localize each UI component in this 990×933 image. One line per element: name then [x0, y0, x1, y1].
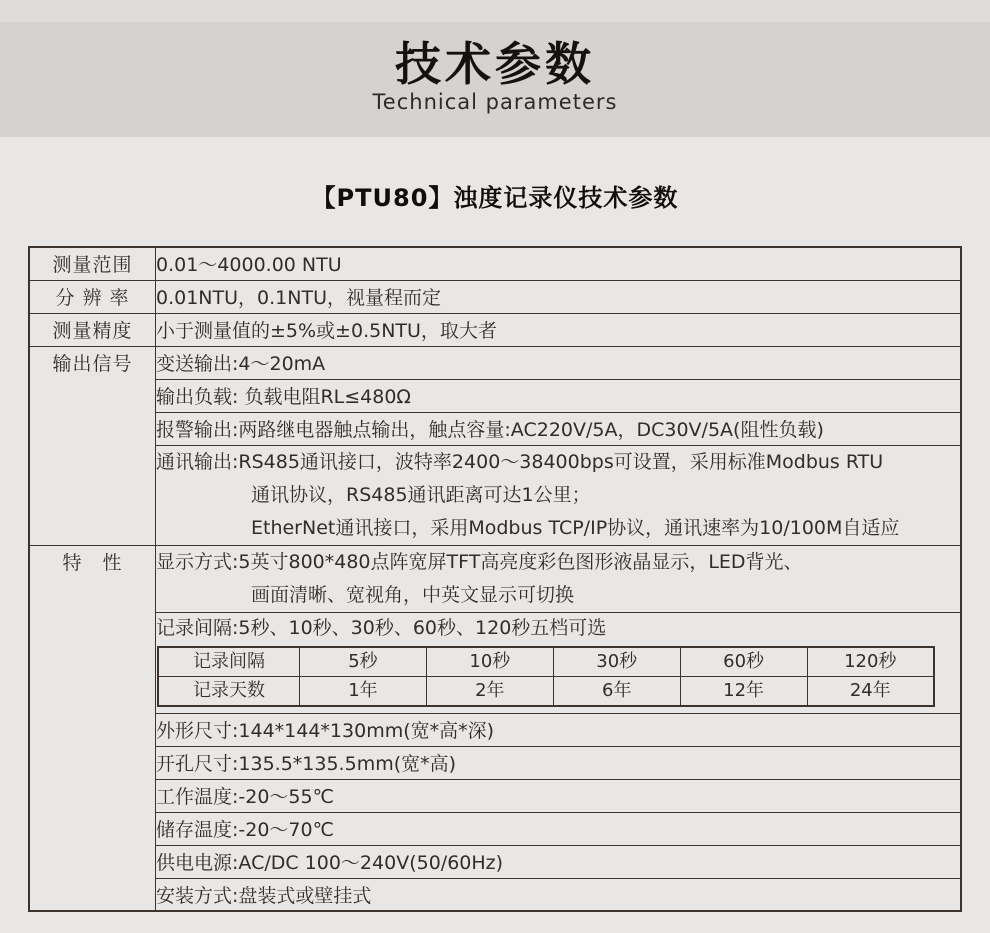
- row-value: 报警输出:两路继电器触点输出，触点容量:AC220V/5A，DC30V/5A(阻性负载): [156, 412, 962, 445]
- group-label-output-signal: 输出信号: [29, 346, 156, 545]
- record-table-cell: 6年: [553, 676, 680, 706]
- comm-line-1: 通讯输出:RS485通讯接口，波特率2400～38400bps可设置，采用标准Modbus RTU: [156, 450, 884, 473]
- table-row-comm-output: [29, 445, 961, 545]
- record-table-cell: 60秒: [680, 647, 807, 677]
- banner-subtitle: Technical parameters: [372, 90, 618, 114]
- record-table-row-days: [158, 676, 934, 706]
- row-value: 储存温度:-20～70℃: [156, 812, 962, 845]
- row-value-display: [156, 545, 962, 612]
- table-row-accuracy: [29, 313, 961, 346]
- record-table-cell: 记录间隔: [158, 647, 300, 677]
- row-value: 安装方式:盘装式或壁挂式: [156, 878, 962, 911]
- comm-line-3: EtherNet通讯接口，采用Modbus TCP/IP协议，通讯速率为10/100M自适应: [251, 516, 900, 539]
- spec-table: [28, 246, 962, 912]
- table-row-display-mode: [29, 545, 961, 612]
- banner-title: 技术参数: [395, 37, 595, 91]
- row-value: 输出负载: 负载电阻RL≤480Ω: [156, 379, 962, 412]
- row-label: 分 辨 率: [29, 280, 156, 313]
- record-table-cell: 120秒: [807, 647, 934, 677]
- record-table-row-intervals: [158, 647, 934, 677]
- table-row-measure-range: [29, 247, 961, 280]
- row-value: 0.01NTU，0.1NTU，视量程而定: [156, 280, 962, 313]
- record-table-cell: 5秒: [300, 647, 427, 677]
- table-row-working-temp: [29, 779, 961, 812]
- row-value: 小于测量值的±5%或±0.5NTU，取大者: [156, 313, 962, 346]
- row-label: 测量范围: [29, 247, 156, 280]
- table-row-record-interval: [29, 612, 961, 713]
- record-table-cell: 12年: [680, 676, 807, 706]
- row-label: 测量精度: [29, 313, 156, 346]
- record-table-cell: 30秒: [553, 647, 680, 677]
- top-strip: [0, 0, 990, 22]
- row-value: 0.01～4000.00 NTU: [156, 247, 962, 280]
- table-row-output-load: [29, 379, 961, 412]
- table-row-storage-temp: [29, 812, 961, 845]
- row-value-comm: [156, 445, 962, 545]
- table-row-cutout-size: [29, 746, 961, 779]
- table-row-alarm-output: [29, 412, 961, 445]
- banner: [0, 22, 990, 137]
- group-label-features: 特 性: [29, 545, 156, 911]
- comm-line-2: 通讯协议，RS485通讯距离可达1公里；: [251, 483, 591, 506]
- row-value: 开孔尺寸:135.5*135.5mm(宽*高): [156, 746, 962, 779]
- row-value: 工作温度:-20～55℃: [156, 779, 962, 812]
- table-row-resolution: [29, 280, 961, 313]
- record-table-cell: 24年: [807, 676, 934, 706]
- table-row-mounting: [29, 878, 961, 911]
- record-table-cell: 2年: [426, 676, 553, 706]
- table-row-power-supply: [29, 845, 961, 878]
- display-line-1: 显示方式:5英寸800*480点阵宽屏TFT高亮度彩色图形液晶显示，LED背光、: [156, 550, 803, 573]
- row-value-record: [156, 612, 962, 713]
- section-title: 【PTU80】浊度记录仪技术参数: [311, 184, 679, 212]
- record-table-cell: 记录天数: [158, 676, 300, 706]
- table-row-dimensions: [29, 713, 961, 746]
- row-value: 变送输出:4～20mA: [156, 346, 962, 379]
- table-row-transmit-output: [29, 346, 961, 379]
- record-interval-title: 记录间隔:5秒、10秒、30秒、60秒、120秒五档可选: [156, 616, 607, 639]
- row-value: 外形尺寸:144*144*130mm(宽*高*深): [156, 713, 962, 746]
- display-line-2: 画面清晰、宽视角，中英文显示可切换: [251, 583, 575, 606]
- record-table-cell: 10秒: [426, 647, 553, 677]
- record-interval-table: [157, 646, 935, 707]
- record-table-cell: 1年: [300, 676, 427, 706]
- row-value: 供电电源:AC/DC 100～240V(50/60Hz): [156, 845, 962, 878]
